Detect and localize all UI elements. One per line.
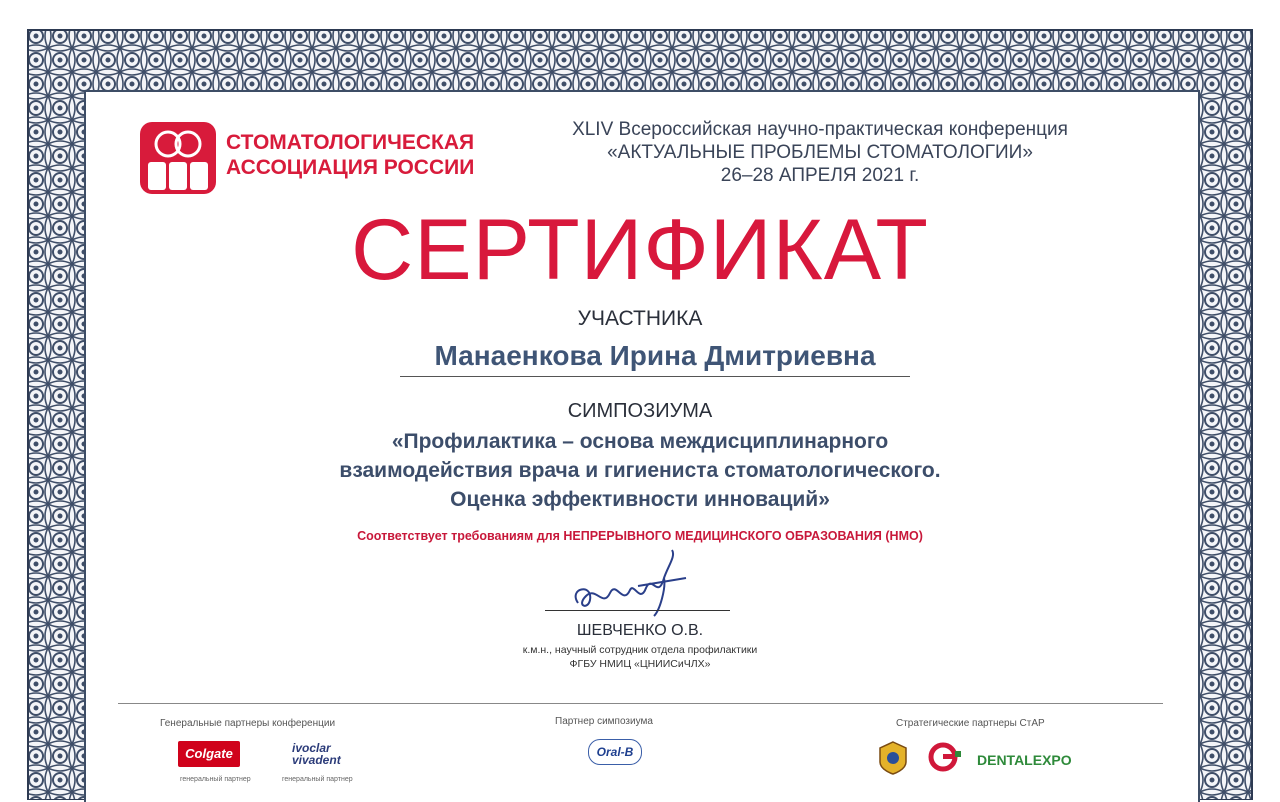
conference-line2: «АКТУАЛЬНЫЕ ПРОБЛЕМЫ СТОМАТОЛОГИИ» xyxy=(607,142,1033,163)
certificate-title: СЕРТИФИКАТ xyxy=(351,202,929,298)
symposium-partner-label: Партнер симпозиума xyxy=(555,716,653,727)
oralb-logo: Oral-B xyxy=(588,739,642,765)
ivoclar-subtitle: генеральный партнер xyxy=(282,776,353,783)
partners-divider xyxy=(118,703,1163,704)
ivoclar-line2: vivadent xyxy=(292,753,341,767)
handwritten-signature xyxy=(568,548,698,618)
ivoclar-vivadent-logo xyxy=(292,742,362,766)
emblem-logo xyxy=(876,740,910,776)
conference-dates: 26–28 АПРЕЛЯ 2021 г. xyxy=(720,165,920,186)
conference-line1: XLIV Всероссийская научно-практическая конференция xyxy=(572,119,1068,140)
general-partners-label: Генеральные партнеры конференции xyxy=(160,718,336,729)
topic-line2: взаимодействия врача и гигиениста стоматологического. xyxy=(339,459,941,482)
participant-label: УЧАСТНИКА xyxy=(577,307,703,330)
nmo-prefix: Соответствует требованиям для xyxy=(357,529,564,543)
signatory-name: ШЕВЧЕНКО О.В. xyxy=(576,622,704,639)
conference-info xyxy=(470,118,1170,187)
symposium-label: СИМПОЗИУМА xyxy=(567,400,713,422)
association-name-line2: АССОЦИАЦИЯ РОССИИ xyxy=(226,156,475,179)
dentalexpo-logo: DENTALEXPO xyxy=(977,752,1072,768)
colgate-subtitle: генеральный партнер xyxy=(180,776,251,783)
signatory-position-line2: ФГБУ НМИЦ «ЦНИИСиЧЛХ» xyxy=(569,658,711,670)
star-g-logo xyxy=(928,742,968,772)
colgate-logo: Colgate xyxy=(178,741,240,767)
signatory-position-line1: к.м.н., научный сотрудник отдела профилактики xyxy=(522,644,758,656)
nmo-compliance xyxy=(240,529,1040,543)
participant-name: Манаенкова Ирина Дмитриевна xyxy=(400,340,910,377)
topic-line3: Оценка эффективности инноваций» xyxy=(450,488,830,511)
association-logo xyxy=(138,120,218,196)
strategic-partners-label: Стратегические партнеры СтАР xyxy=(896,718,1045,729)
topic-line1: «Профилактика – основа междисциплинарного xyxy=(391,430,889,453)
association-name-line1: СТОМАТОЛОГИЧЕСКАЯ xyxy=(226,131,475,154)
association-name xyxy=(226,130,474,180)
signatory-position xyxy=(440,643,840,671)
symposium-topic xyxy=(240,427,1040,514)
ivoclar-line1: ivoclar xyxy=(292,741,331,755)
nmo-emphasis: НЕПРЕРЫВНОГО МЕДИЦИНСКОГО ОБРАЗОВАНИЯ (НМО) xyxy=(563,529,923,543)
signature-line xyxy=(545,610,730,611)
